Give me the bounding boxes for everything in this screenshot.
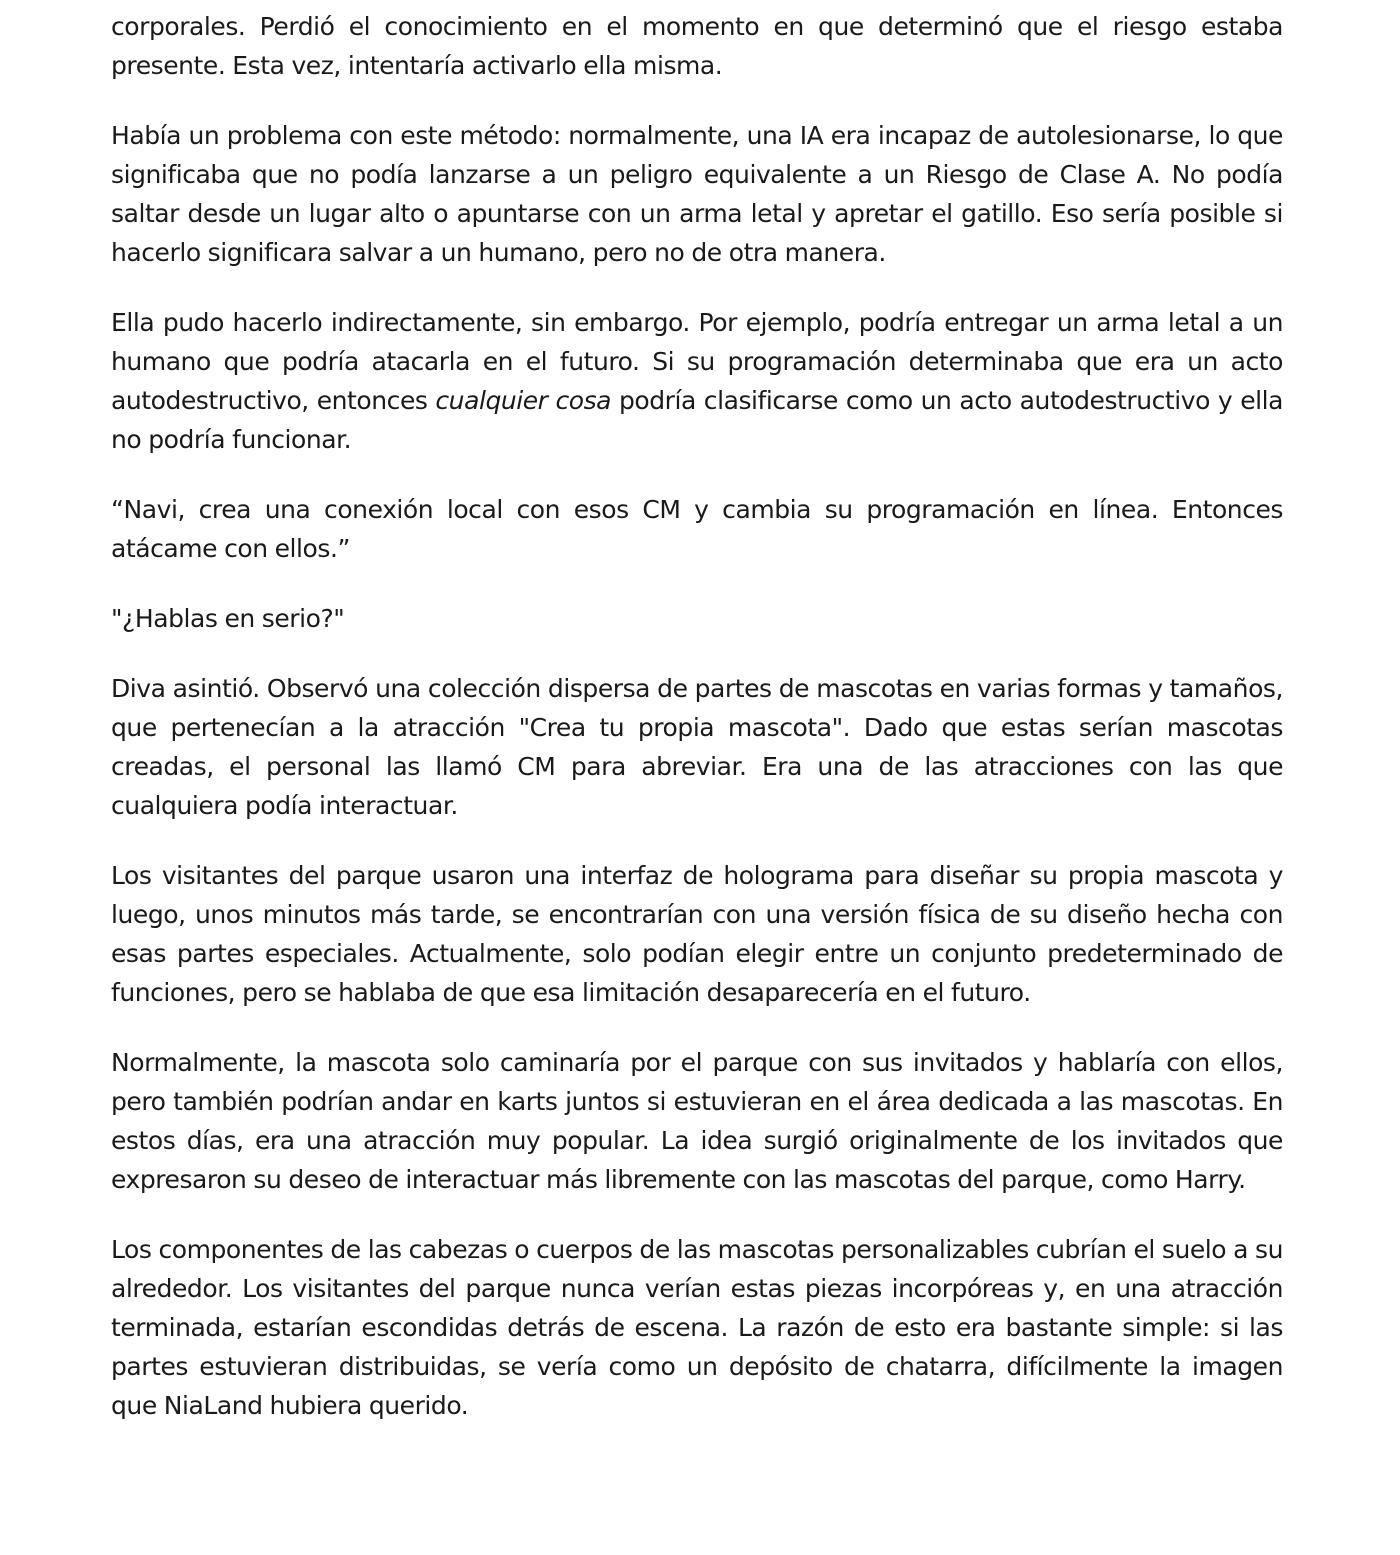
- document-page: [111, 7, 1283, 1456]
- paragraph: Los componentes de las cabezas o cuerpos de las mascotas personalizables cubrían el suelo a su alrededor. Los visitantes del parque nunca verían estas piezas incorpóreas y, en una atracción terminada, estarían escondidas detrás de escena. La razón de esto era bastante simple: si las partes estuvieran distribuidas, se vería como un depósito de chatarra, difícilmente la imagen que NiaLand hubiera querido.: [111, 1235, 1283, 1420]
- paragraph: Normalmente, la mascota solo caminaría por el parque con sus invitados y hablaría con ellos, pero también podrían andar en karts juntos si estuvieran en el área dedicada a las mascotas. En estos días, era una atracción muy popular. La idea surgió originalmente de los invitados que expresaron su deseo de interactuar más libremente con las mascotas del parque, como Harry.: [111, 1048, 1283, 1194]
- paragraph-text-start: Ella pudo hacerlo indirectamente, sin embargo. Por ejemplo, podría entregar un arma letal a un humano que podría atacarla en el futuro. Si su programación determinaba que era un acto autodestructivo, entonces: [111, 308, 1283, 415]
- dialogue-paragraph: “Navi, crea una conexión local con esos CM y cambia su programación en línea. Entonces atácame con ellos.”: [111, 495, 1283, 563]
- paragraph-text-end: podría clasificarse como un acto autodestructivo y ella no podría funcionar.: [111, 386, 1283, 454]
- paragraph: Había un problema con este método: normalmente, una IA era incapaz de autolesionarse, lo que significaba que no podía lanzarse a un peligro equivalente a un Riesgo de Clase A. No podía saltar desde un lugar alto o apuntarse con un arma letal y apretar el gatillo. Eso sería posible si hacerlo significara salvar a un humano, pero no de otra manera.: [111, 121, 1283, 267]
- paragraph: Diva asintió. Observó una colección dispersa de partes de mascotas en varias formas y tamaños, que pertenecían a la atracción "Crea tu propia mascota". Dado que estas serían mascotas creadas, el personal las llamó CM para abreviar. Era una de las atracciones con las que cualquiera podía interactuar.: [111, 674, 1283, 820]
- paragraph: [111, 303, 1283, 459]
- paragraph: Los visitantes del parque usaron una interfaz de holograma para diseñar su propia mascota y luego, unos minutos más tarde, se encontrarían con una versión física de su diseño hecha con esas partes especiales. Actualmente, solo podían elegir entre un conjunto predeterminado de funciones, pero se hablaba de que esa limitación desaparecería en el futuro.: [111, 861, 1283, 1007]
- emphasized-text: cualquier cosa: [435, 386, 612, 415]
- dialogue-paragraph: "¿Hablas en serio?": [111, 604, 345, 633]
- paragraph: corporales. Perdió el conocimiento en el momento en que determinó que el riesgo estaba presente. Esta vez, intentaría activarlo ella misma.: [111, 12, 1283, 80]
